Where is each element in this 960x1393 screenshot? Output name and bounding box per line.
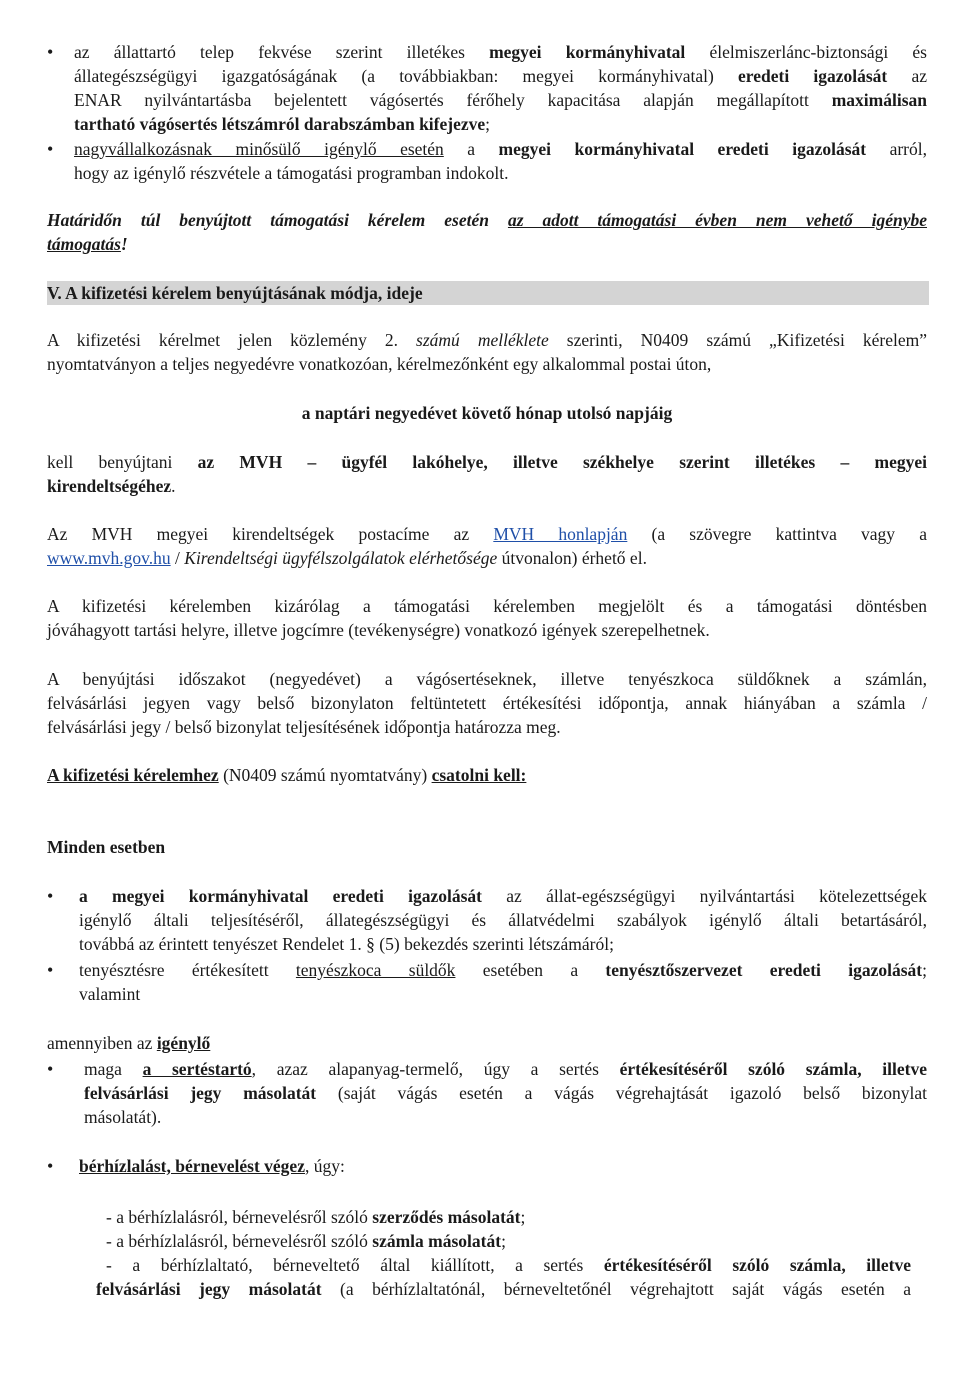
- deadline-warning: Határidőn túl benyújtott támogatási kérelem esetén az adott támogatási évben nem vehető igénybe támogatás!: [47, 210, 928, 254]
- bullet-icon: [47, 884, 67, 908]
- if-applicant-line: amennyiben az igénylő: [47, 1033, 211, 1053]
- list-item-breeding-org: • tenyésztésre értékesített tenyészkoca süldők esetében a tenyésztőszervezet eredeti igazolását; valamint: [47, 958, 927, 1006]
- dash-item-invoice-copy: - a bérhízlalásról, bérnevelésről szóló számla másolatát;: [106, 1231, 506, 1251]
- period-paragraph: A benyújtási időszakot (negyedévet) a vágósertéseknek, illetve tenyészkoca süldőknek a számlán, felvásárlási jegyen vagy belső bizonylaton feltüntetett értékesítési időpontja, annak hiányában a számla / felvásárlási jegy / belső bizonylat teljesítésének időpontja határozza meg.: [47, 669, 927, 737]
- bullet-county-office-certificate: • az állattartó telep fekvése szerint illetékes megyei kormányhivatal élelmiszerlánc-biztonsági és állategészségügyi igazgatóságának (a továbbiakban: megyei kormányhivatal) eredeti igazolását az ENAR nyilvántartásba bejelentett vágósertés férőhely kapacitása alapján megállapított maximálisan tartható vágósertés létszámról darabszámban kifejezve;: [47, 40, 927, 136]
- dash-item-sales-invoice: - a bérhízlaltató, bérneveltető által kiállított, a sertés értékesítéséről szóló számla, illetve felvásárlási jegy másolatát (a bérhízlaltatónál, bérneveltetőnél végrehajtott saját vágás esetén a: [96, 1255, 911, 1299]
- mvh-url-link[interactable]: www.mvh.gov.hu: [47, 548, 171, 568]
- list-item-contract-fattening: • bérhízlalást, bérnevelést végez, úgy:: [47, 1154, 927, 1178]
- bullet-large-enterprise: • nagyvállalkozásnak minősülő igénylő esetén a megyei kormányhivatal eredeti igazolását arról, hogy az igénylő részvétele a támogatási programban indokolt.: [47, 137, 927, 185]
- bullet-icon: [47, 1154, 67, 1178]
- address-paragraph: Az MVH megyei kirendeltségek postacíme az MVH honlapján (a szövegre kattintva vagy a www.mvh.gov.hu / Kirendeltségi ügyfélszolgálatok elérhetősége útvonalon) érhető el.: [47, 524, 927, 568]
- mvh-website-link[interactable]: MVH honlapján: [493, 524, 628, 544]
- list-item-pig-keeper: • maga a sertéstartó, azaz alapanyag-termelő, úgy a sertés értékesítéséről szóló számla, illetve felvásárlási jegy másolatát (saját vágás esetén a vágás végrehajtását igazoló belső bizonylat másolatát).: [47, 1057, 927, 1129]
- bullet-icon: [47, 1057, 67, 1081]
- section-heading: V. A kifizetési kérelem benyújtásának módja, ideje: [47, 281, 929, 305]
- submit-to-paragraph: kell benyújtani az MVH – ügyfél lakóhelye, illetve székhelye szerint illetékes – megyei kirendeltségéhez.: [47, 452, 927, 496]
- bullet-icon: [47, 40, 67, 64]
- scope-paragraph: A kifizetési kérelemben kizárólag a támogatási kérelemben megjelölt és a támogatási döntésben jóváhagyott tartási helyre, illetve jogcímre (tevékenységre) vonatkozó igények szerepelhetnek.: [47, 596, 927, 640]
- dash-item-contract-copy: - a bérhízlalásról, bérnevelésről szóló szerződés másolatát;: [106, 1207, 526, 1227]
- attachments-heading: A kifizetési kérelemhez (N0409 számú nyomtatvány) csatolni kell:: [47, 765, 527, 785]
- list-item-county-certificate: • a megyei kormányhivatal eredeti igazolását az állat-egészségügyi nyilvántartási kötelezettségek igénylő általi teljesítéséről, állategészségügyi és állatvédelmi szabályok igénylő általi betartásáról, továbbá az érintett tenyészet Rendelet 1. § (5) bekezdés szerinti létszámáról;: [47, 884, 927, 956]
- bullet-icon: [47, 137, 67, 161]
- deadline-statement: a naptári negyedévet követő hónap utolsó napjáig: [301, 403, 673, 423]
- bullet-icon: [47, 958, 67, 982]
- every-case-heading: Minden esetben: [47, 837, 166, 857]
- submission-paragraph: A kifizetési kérelmet jelen közlemény 2. számú melléklete szerinti, N0409 számú „Kifizetési kérelem” nyomtatványon a teljes negyedévre vonatkozóan, kérelmezőnként egy alkalommal postai úton,: [47, 330, 927, 374]
